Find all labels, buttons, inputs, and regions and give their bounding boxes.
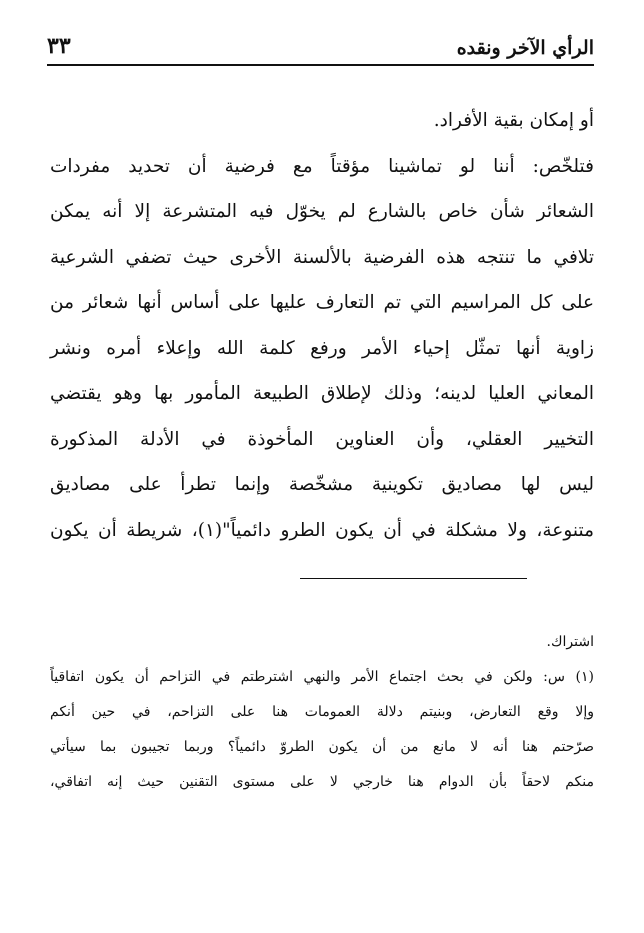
body-text [50, 98, 594, 553]
body-line: التخيير العقلي، وأن العناوين المأخوذة في الأدلة المذكورة [50, 428, 594, 450]
footnotes [50, 625, 594, 800]
body-line: المعاني العليا لدينه؛ وذلك لإطلاق الطبيعة المأمور بها وهو يقتضي [50, 383, 594, 404]
footnote-separator [300, 578, 527, 579]
body-line: ليس لها مصاديق تكوينية مشخّصة وإنما تطرأ على مصاديق [50, 474, 594, 495]
footnote-line: وإلا وقع التعارض، وبنيتم دلالة العمومات هنا على التزاحم، في حين أنكم [50, 704, 594, 720]
footnote-line: صرّحتم هنا أنه لا مانع من أن يكون الطروّ دائمياً؟ وربما تجيبون بما سيأتي [50, 739, 594, 755]
body-line: متنوعة، ولا مشكلة في أن يكون الطرو دائمياً"(١)، شريطة أن يكون [50, 519, 594, 541]
body-line: أو إمكان بقية الأفراد. [433, 110, 594, 131]
body-line: تلافي ما تنتجه هذه الفرضية بالألسنة الأخرى حيث تضفي الشرعية [50, 246, 594, 268]
body-line: على كل المراسيم التي تم التعارف عليها على أساس أنها شعائر من [50, 292, 594, 313]
body-line: الشعائر شأن خاص بالشارع لم يخوّل فيه المتشرعة إلا أنه يمكن [50, 201, 594, 222]
body-line: فتلخّص: أننا لو تماشينا مؤقتاً مع فرضية أن تحديد مفردات [50, 155, 594, 177]
footnote-line: منكم لاحقاً بأن الدوام هنا خارجي لا على مستوى التقنين حيث إنه اتفاقي، [50, 774, 594, 790]
footnote-line: اشتراك. [546, 634, 594, 650]
footnote-line: (١) س: ولكن في بحث اجتماع الأمر والنهي اشترطتم في التزاحم أن يكون اتفاقياً [50, 669, 594, 685]
page-header [47, 30, 594, 66]
page-number: ٣٣ [47, 33, 71, 59]
body-line: زاوية أنها تمثّل إحياء الأمر ورفع كلمة الله وإعلاء أمره ونشر [50, 337, 594, 359]
running-title: الرأي الآخر ونقده [456, 37, 594, 59]
